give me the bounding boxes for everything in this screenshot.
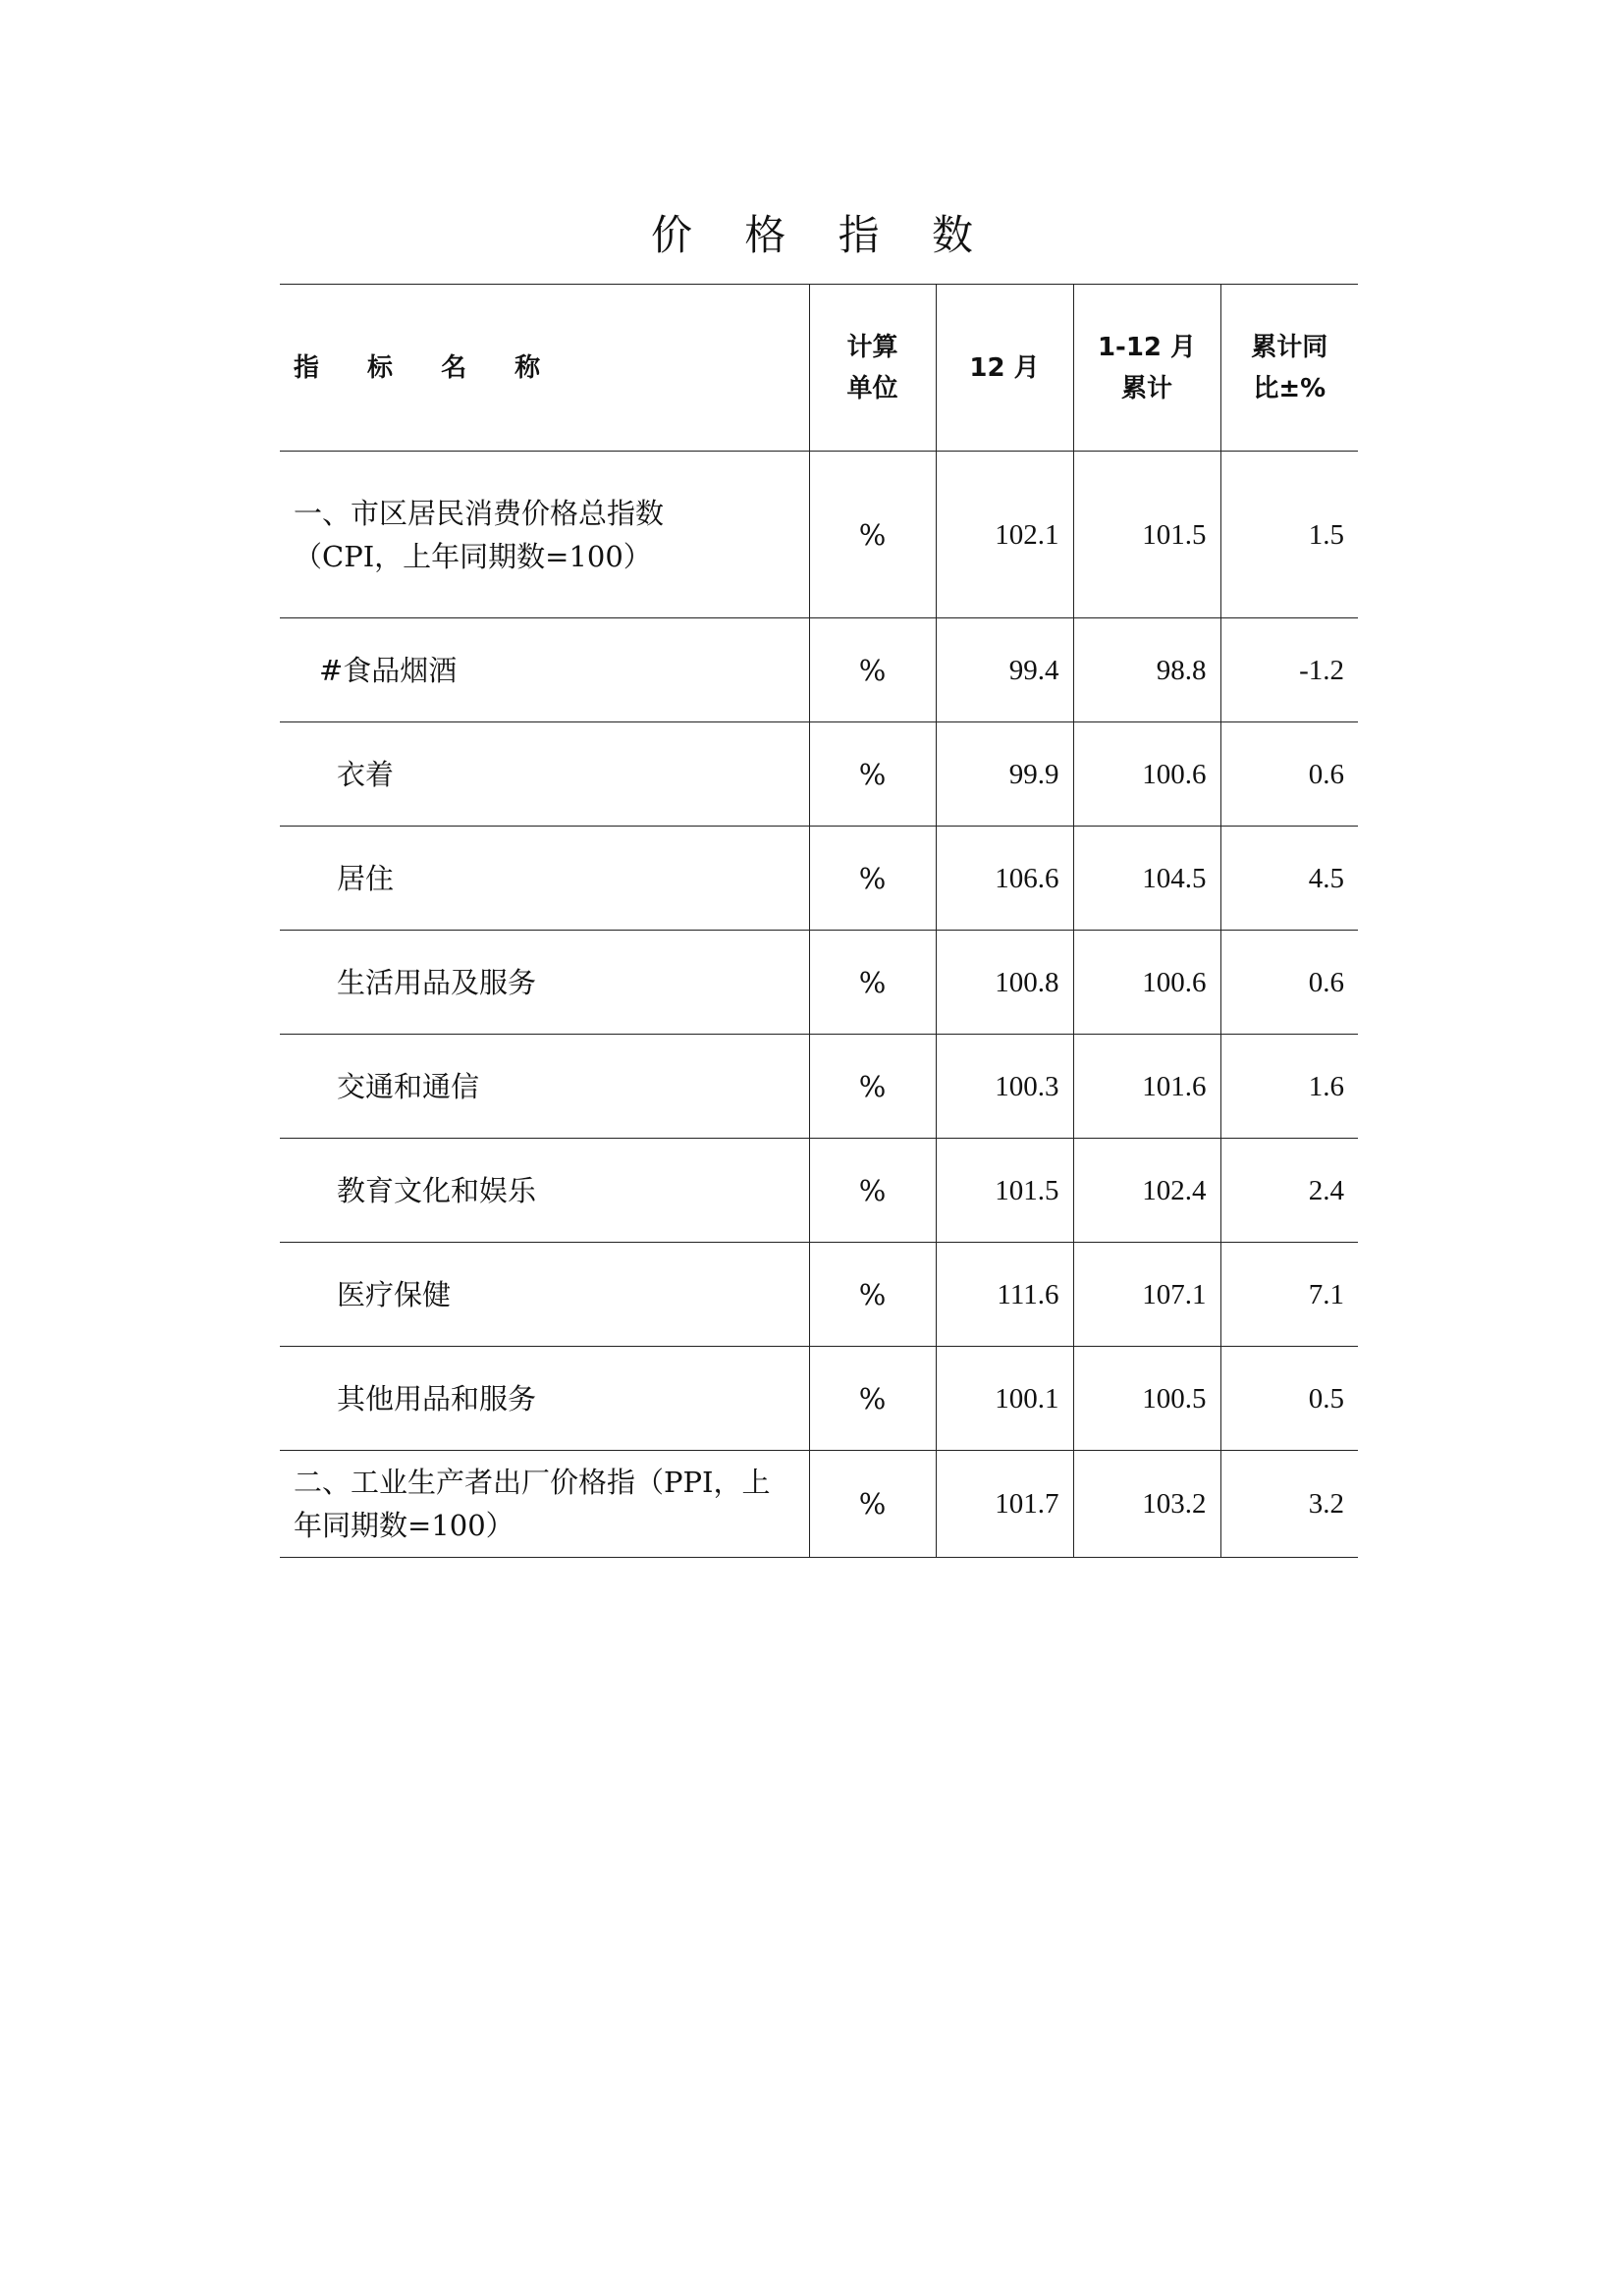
row-cumulative-value: 102.4	[1073, 1139, 1220, 1243]
price-index-table	[280, 284, 1358, 1558]
row-month-value: 100.8	[936, 931, 1073, 1035]
row-unit: %	[809, 1035, 936, 1139]
row-name: 教育文化和娱乐	[280, 1139, 809, 1243]
row-unit: %	[809, 1347, 936, 1451]
header-cumulative-line1: 1-12 月	[1097, 332, 1197, 362]
header-unit-line1: 计算	[846, 332, 898, 362]
row-month-value: 101.7	[936, 1451, 1073, 1558]
row-month-value: 99.4	[936, 618, 1073, 722]
header-indicator-name: 指 标 名 称	[280, 285, 809, 452]
row-yoy-value: 1.6	[1220, 1035, 1358, 1139]
row-cumulative-value: 100.6	[1073, 931, 1220, 1035]
row-yoy-value: 1.5	[1220, 452, 1358, 618]
row-unit: %	[809, 1243, 936, 1347]
row-month-value: 111.6	[936, 1243, 1073, 1347]
row-name: 居住	[280, 827, 809, 931]
row-cumulative-value: 103.2	[1073, 1451, 1220, 1558]
row-unit: %	[809, 1139, 936, 1243]
row-name: 生活用品及服务	[280, 931, 809, 1035]
row-unit: %	[809, 931, 936, 1035]
header-cumulative-line2: 累计	[1120, 373, 1172, 403]
row-name: #食品烟酒	[280, 618, 809, 722]
header-unit-line2: 单位	[846, 373, 898, 403]
table-row-clothing	[280, 722, 1358, 827]
table-row-healthcare	[280, 1243, 1358, 1347]
row-name-line1: 一、市区居民消费价格总指数	[294, 496, 665, 530]
row-month-value: 102.1	[936, 452, 1073, 618]
row-unit: %	[809, 722, 936, 827]
header-month: 12 月	[936, 285, 1073, 452]
row-yoy-value: 0.5	[1220, 1347, 1358, 1451]
row-cumulative-value: 101.5	[1073, 452, 1220, 618]
row-yoy-value: 4.5	[1220, 827, 1358, 931]
row-month-value: 100.1	[936, 1347, 1073, 1451]
row-yoy-value: 3.2	[1220, 1451, 1358, 1558]
row-name-line2: （CPI，上年同期数=100）	[294, 539, 652, 573]
row-unit: %	[809, 452, 936, 618]
row-yoy-value: 2.4	[1220, 1139, 1358, 1243]
row-yoy-value: -1.2	[1220, 618, 1358, 722]
row-name-line2: 年同期数=100）	[294, 1509, 514, 1542]
row-unit: %	[809, 827, 936, 931]
row-month-value: 99.9	[936, 722, 1073, 827]
table-row-household-goods	[280, 931, 1358, 1035]
row-name: 衣着	[280, 722, 809, 827]
row-name: 其他用品和服务	[280, 1347, 809, 1451]
row-cumulative-value: 98.8	[1073, 618, 1220, 722]
table-row-education	[280, 1139, 1358, 1243]
row-month-value: 106.6	[936, 827, 1073, 931]
row-yoy-value: 7.1	[1220, 1243, 1358, 1347]
row-name: 医疗保健	[280, 1243, 809, 1347]
header-yoy-line2: 比±%	[1253, 373, 1326, 403]
row-yoy-value: 0.6	[1220, 722, 1358, 827]
table-row-ppi	[280, 1451, 1358, 1558]
price-index-table-container	[280, 284, 1358, 1558]
row-cumulative-value: 100.5	[1073, 1347, 1220, 1451]
table-row-other-goods	[280, 1347, 1358, 1451]
row-month-value: 101.5	[936, 1139, 1073, 1243]
row-name: 交通和通信	[280, 1035, 809, 1139]
page-title: 价 格 指 数	[650, 211, 994, 259]
table-header-row	[280, 285, 1358, 452]
row-cumulative-value: 101.6	[1073, 1035, 1220, 1139]
table-row-housing	[280, 827, 1358, 931]
header-unit	[809, 285, 936, 452]
header-yoy	[1220, 285, 1358, 452]
row-yoy-value: 0.6	[1220, 931, 1358, 1035]
row-cumulative-value: 104.5	[1073, 827, 1220, 931]
table-row-food	[280, 618, 1358, 722]
row-month-value: 100.3	[936, 1035, 1073, 1139]
row-unit: %	[809, 1451, 936, 1558]
row-name	[280, 1451, 809, 1558]
table-row-transport	[280, 1035, 1358, 1139]
row-unit: %	[809, 618, 936, 722]
header-yoy-line1: 累计同	[1251, 332, 1328, 362]
row-name	[280, 452, 809, 618]
row-cumulative-value: 100.6	[1073, 722, 1220, 827]
row-cumulative-value: 107.1	[1073, 1243, 1220, 1347]
table-row-cpi	[280, 452, 1358, 618]
header-cumulative	[1073, 285, 1220, 452]
row-name-line1: 二、工业生产者出厂价格指（PPI，上	[294, 1466, 771, 1499]
